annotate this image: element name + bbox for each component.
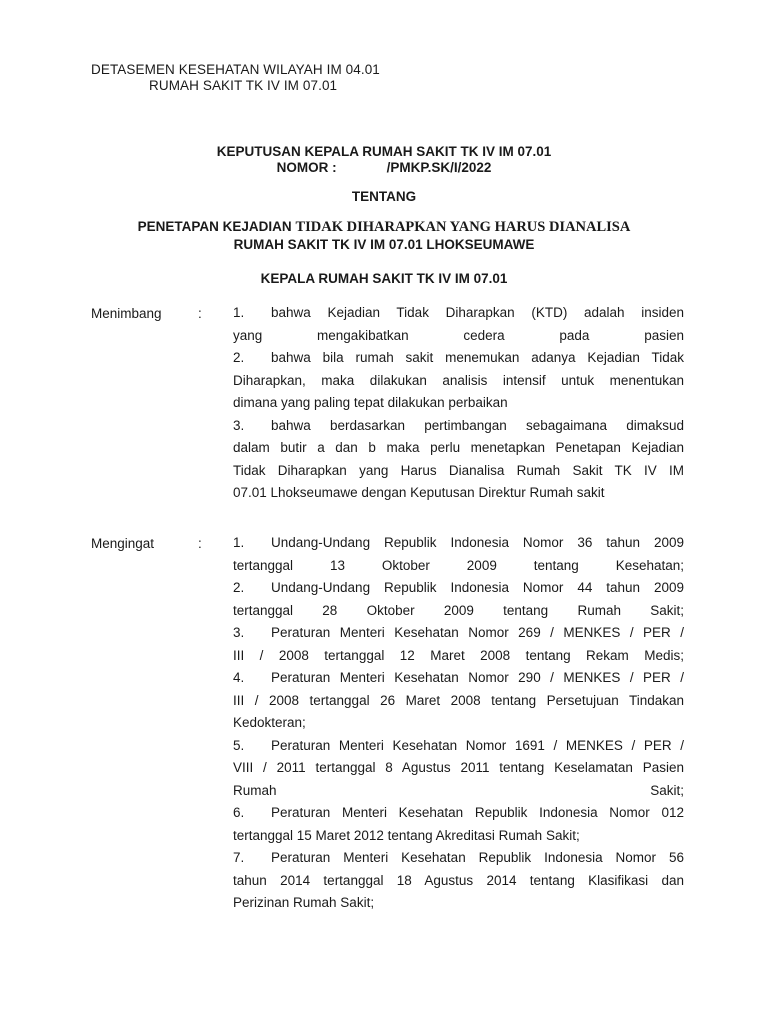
- subject-part-2: TIDAK DIHARAPKAN YANG HARUS DIANALISA: [295, 219, 631, 235]
- mengingat-item-1: 1. Undang-Undang Republik Indonesia Nomor 36 tahun 2009: [233, 535, 684, 550]
- menimbang-item-1-cont: yang mengakibatkan cedera pada pasien: [233, 327, 684, 343]
- mengingat-item-5: 5. Peraturan Menteri Kesehatan Nomor 1691 / MENKES / PER /: [233, 737, 684, 753]
- header-hospital: RUMAH SAKIT TK IV IM 07.01: [149, 78, 338, 93]
- mengingat-item-6-cont: tertanggal 15 Maret 2012 tentang Akreditasi Rumah Sakit;: [233, 827, 580, 843]
- nomor-label: NOMOR :: [276, 160, 337, 175]
- mengingat-item-7-cont: Perizinan Rumah Sakit;: [233, 895, 375, 910]
- mengingat-item-3-cont: III / 2008 tertanggal 12 Maret 2008 tentang Rekam Medis;: [233, 647, 684, 663]
- subject-line-2: RUMAH SAKIT TK IV IM 07.01 LHOKSEUMAWE: [233, 237, 535, 252]
- nomor-value: /PMKP.SK/I/2022: [386, 160, 492, 175]
- menimbang-item-2-cont: dimana yang paling tepat dilakukan perbaikan: [233, 395, 508, 410]
- menimbang-item-3: 3. bahwa berdasarkan pertimbangan sebagaimana dimaksud: [233, 417, 684, 433]
- mengingat-list: [233, 532, 684, 915]
- mengingat-item-5-cont: Rumah Sakit;: [233, 782, 684, 798]
- menimbang-list: [233, 302, 684, 505]
- menimbang-item-2: 2. bahwa bila rumah sakit menemukan adanya Kejadian Tidak: [233, 350, 684, 365]
- mengingat-colon: :: [198, 536, 202, 551]
- mengingat-item-1-cont: tertanggal 13 Oktober 2009 tentang Kesehatan;: [233, 557, 684, 573]
- menimbang-item-2-cont: Diharapkan, maka dilakukan analisis intensif untuk menentukan: [233, 372, 684, 388]
- mengingat-item-4-cont: III / 2008 tertanggal 26 Maret 2008 tentang Persetujuan Tindakan: [233, 692, 684, 708]
- subject-part-1: PENETAPAN KEJADIAN: [137, 219, 292, 234]
- decree-title: KEPUTUSAN KEPALA RUMAH SAKIT TK IV IM 07.01: [216, 144, 552, 159]
- mengingat-item-4: 4. Peraturan Menteri Kesehatan Nomor 290 / MENKES / PER /: [233, 670, 684, 685]
- mengingat-item-2-cont: tertanggal 28 Oktober 2009 tentang Rumah Sakit;: [233, 602, 684, 618]
- mengingat-item-5-cont: VIII / 2011 tertanggal 8 Agustus 2011 tentang Keselamatan Pasien: [233, 760, 684, 775]
- menimbang-item-1: 1. bahwa Kejadian Tidak Diharapkan (KTD) adalah insiden: [233, 305, 684, 320]
- menimbang-item-3-cont: 07.01 Lhokseumawe dengan Keputusan Direktur Rumah sakit: [233, 485, 605, 500]
- issuer-heading: KEPALA RUMAH SAKIT TK IV IM 07.01: [260, 271, 508, 286]
- mengingat-label: Mengingat: [91, 536, 155, 551]
- menimbang-colon: :: [198, 306, 202, 321]
- menimbang-label: Menimbang: [91, 306, 162, 321]
- mengingat-item-2: 2. Undang-Undang Republik Indonesia Nomor 44 tahun 2009: [233, 580, 684, 595]
- mengingat-item-6: 6. Peraturan Menteri Kesehatan Republik Indonesia Nomor 012: [233, 805, 684, 820]
- menimbang-item-3-cont: dalam butir a dan b maka perlu menetapkan Penetapan Kejadian: [233, 440, 684, 455]
- tentang-heading: TENTANG: [351, 189, 417, 204]
- mengingat-item-4-cont: Kedokteran;: [233, 715, 306, 730]
- header-institution: DETASEMEN KESEHATAN WILAYAH IM 04.01: [91, 62, 380, 77]
- decree-number: [0, 160, 768, 175]
- mengingat-item-7: 7. Peraturan Menteri Kesehatan Republik Indonesia Nomor 56: [233, 850, 684, 865]
- subject-line-1: [0, 219, 768, 236]
- mengingat-item-3: 3. Peraturan Menteri Kesehatan Nomor 269 / MENKES / PER /: [233, 625, 684, 640]
- menimbang-item-3-cont: Tidak Diharapkan yang Harus Dianalisa Rumah Sakit TK IV IM: [233, 462, 684, 478]
- mengingat-item-7-cont: tahun 2014 tertanggal 18 Agustus 2014 tentang Klasifikasi dan: [233, 872, 684, 888]
